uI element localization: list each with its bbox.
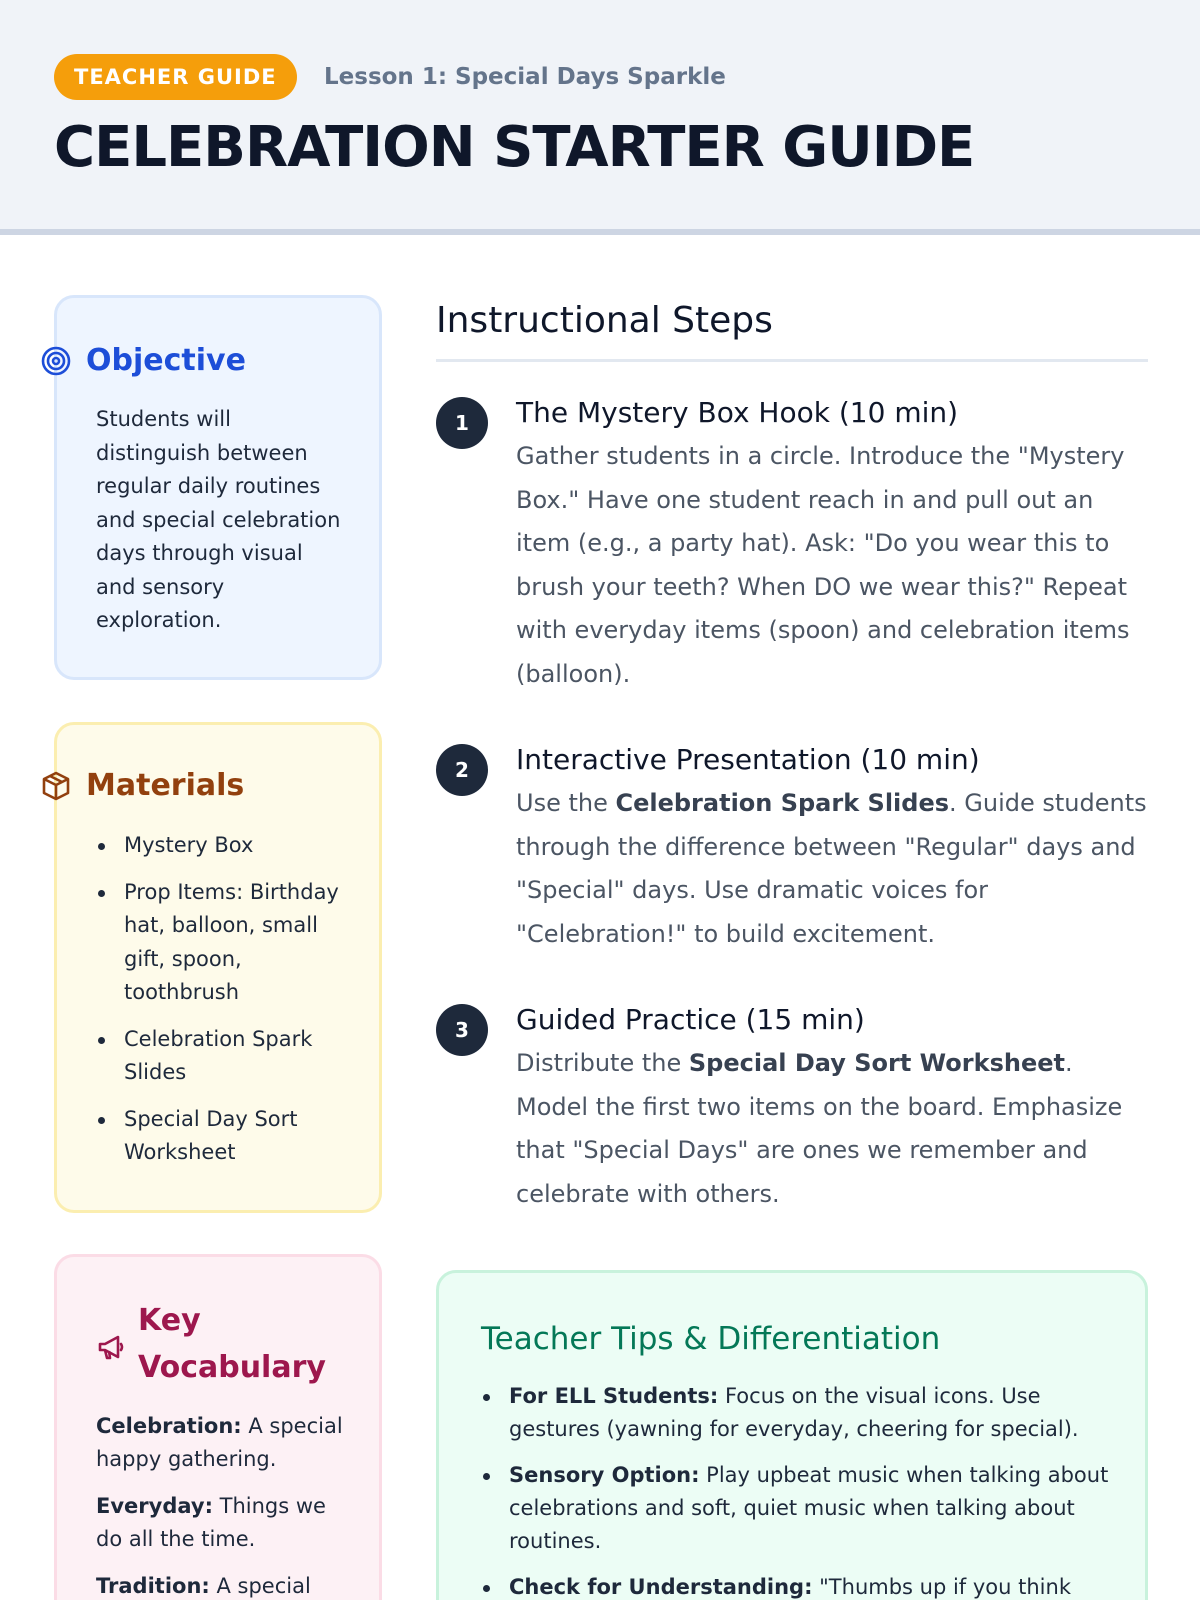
step-number-badge: 2 [436,744,488,796]
tip-text: Focus on the visual icons. Use gestures (yawning for everyday, cheering for special). [509,1384,1079,1441]
tip-label: For ELL Students: [509,1384,719,1408]
box-icon [40,770,72,802]
target-icon [40,345,72,377]
objective-heading [40,340,246,382]
vocabulary-term: Everyday: [96,1494,213,1518]
vocabulary-definition: Things we do all the time. [96,1494,326,1551]
objective-text: Students will distinguish between regular daily routines and special celebration days through visual and sensory exploration. [96,407,341,632]
step-description [516,782,1148,956]
vocabulary-item [96,1570,356,1600]
list-item: Prop Items: Birthday hat, balloon, small gift, spoon, toothbrush [96,876,356,1010]
teacher-tips-card [436,1270,1148,1600]
step-text: Distribute the [516,1049,689,1077]
vocabulary-definition: A special happy gathering. [96,1414,343,1471]
list-item [481,1380,1111,1446]
teacher-tips-list [481,1380,1111,1600]
vocabulary-title: Key Vocabulary [138,1303,326,1385]
megaphone-icon [96,1329,126,1359]
step-title: Interactive Presentation (10 min) [516,743,980,776]
vocabulary-list [96,1410,356,1600]
objective-title: Objective [86,343,246,378]
materials-list [96,829,356,1183]
instructional-steps-heading: Instructional Steps [436,300,773,341]
step-title: The Mystery Box Hook (10 min) [516,396,959,429]
teacher-tips-heading: Teacher Tips & Differentiation [481,1321,941,1357]
vocabulary-heading [96,1297,356,1391]
step-number-badge: 1 [436,397,488,449]
vocabulary-item [96,1410,356,1476]
section-divider [436,359,1148,362]
vocabulary-term: Tradition: [96,1574,210,1598]
list-item [481,1571,1111,1600]
step-resource: Special Day Sort Worksheet [688,1049,1065,1077]
materials-heading [40,765,244,807]
page-title: CELEBRATION STARTER GUIDE [54,115,975,180]
list-item: Mystery Box [96,829,356,863]
step-resource: Celebration Spark Slides [615,789,950,817]
materials-title: Materials [86,768,245,803]
step-description [516,1042,1148,1216]
list-item: Celebration Spark Slides [96,1023,356,1090]
tip-label: Sensory Option: [509,1463,700,1487]
teacher-guide-badge: TEACHER GUIDE [54,54,297,100]
list-item [481,1459,1111,1558]
step-number-badge: 3 [436,1004,488,1056]
step-title: Guided Practice (15 min) [516,1003,865,1036]
step-text: Use the [516,789,616,817]
tip-text: Play upbeat music when talking about celebrations and soft, quiet music when talking about routines. [509,1463,1109,1553]
tip-label: Check for Understanding: [509,1575,813,1599]
step-description [516,435,1148,696]
tip-text: "Thumbs up if you think [812,1575,1071,1599]
list-item: Special Day Sort Worksheet [96,1103,356,1170]
page-header [0,0,1200,235]
lesson-subtitle: Lesson 1: Special Days Sparkle [324,64,726,90]
vocabulary-definition: A special [209,1574,311,1598]
vocabulary-item [96,1490,356,1556]
vocabulary-term: Celebration: [96,1414,242,1438]
step-text: . Guide students through the difference between "Regular" days and "Special" days. Use dramatic voices for "Celebration!" to build excitement. [516,789,1147,948]
step-text: Gather students in a circle. Introduce the "Mystery Box." Have one student reach in and pull out an item (e.g., a party hat). Ask: "Do you wear this to brush your teeth? When DO we wear this?" Repeat with everyday items (spoon) and celebration items (balloon). [516,442,1130,688]
step-text: . Model the first two items on the board. Emphasize that "Special Days" are ones we remember and celebrate with others. [516,1049,1123,1208]
